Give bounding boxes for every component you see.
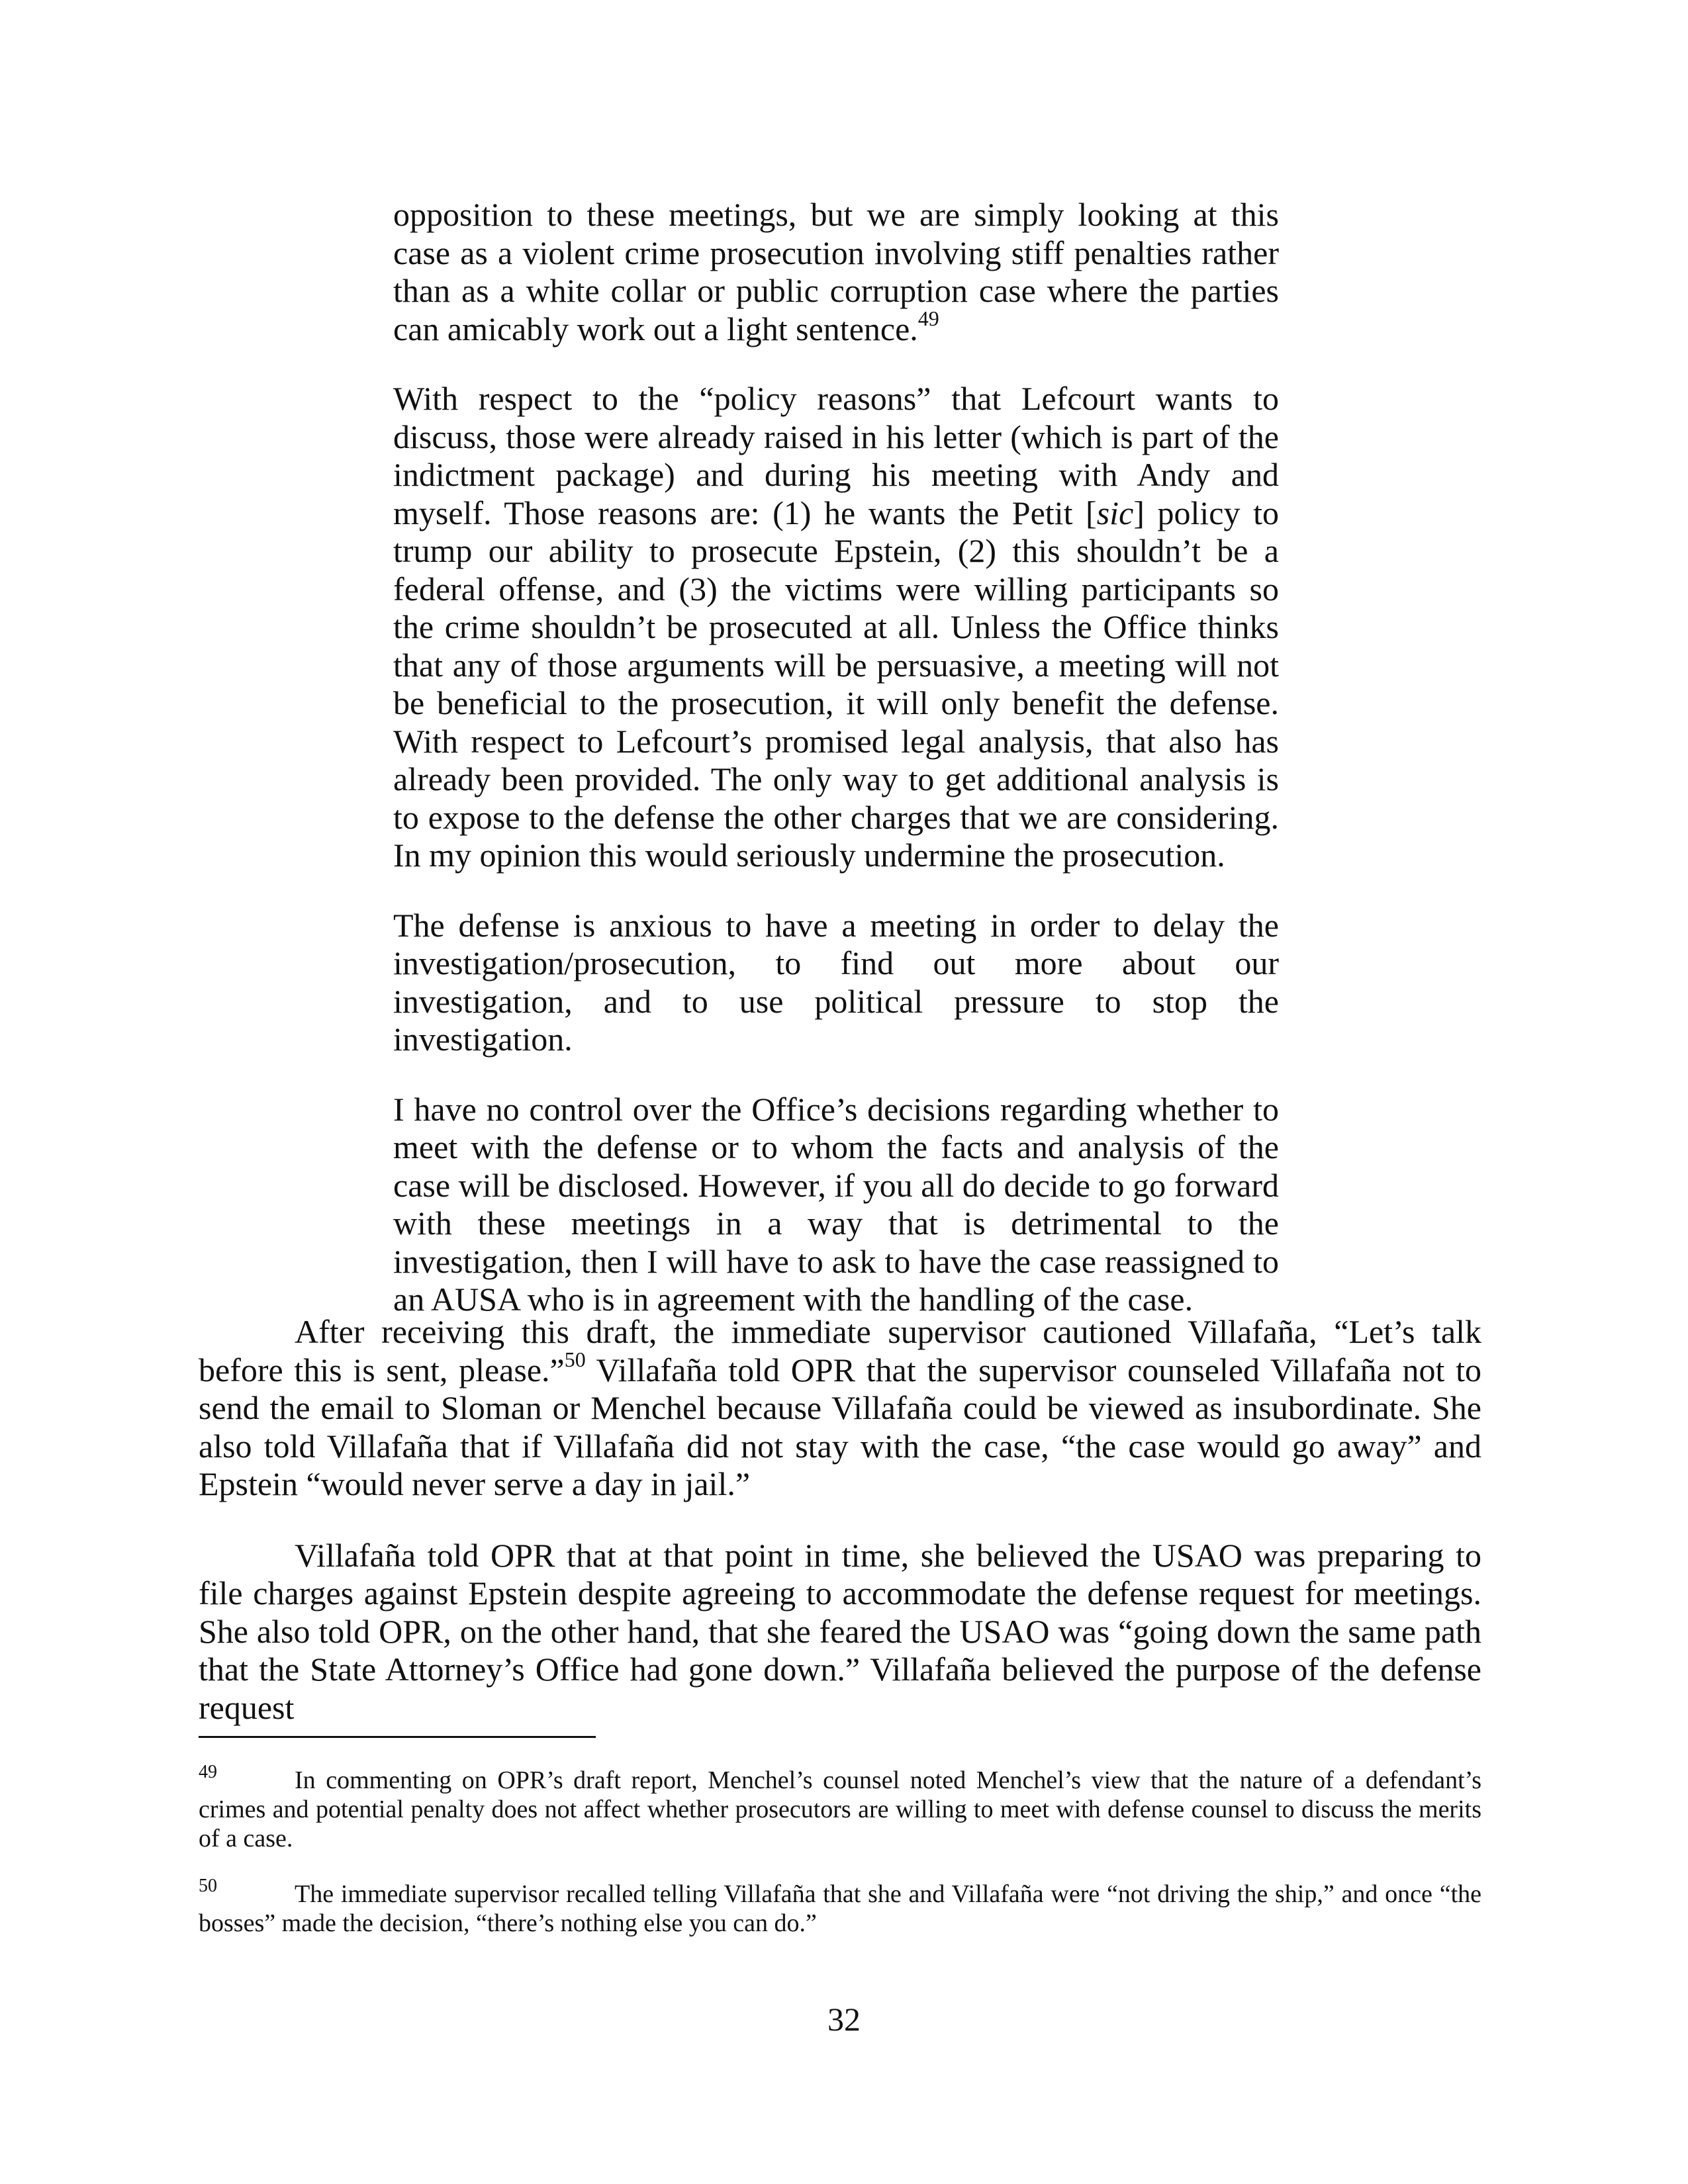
quote-paragraph-4: I have no control over the Office’s decisions regarding whether to meet with the defense or to whom the facts and analysis of the case will be disclosed. However, if you all do decide to go forward with these meetings in a way that is detrimental to the investigation, then I will have to ask to have the case reassigned to an AUSA who is in agreement with the handling of the case. xyxy=(393,1090,1279,1318)
page-number: 32 xyxy=(827,2001,861,2038)
footnote-number: 49 xyxy=(199,1762,217,1782)
quote-paragraph-2-text-before: With respect to the “policy reasons” that Lefcourt wants to discuss, those were already raised in his letter (which is part of the indictment package) and during his meeting with Andy and myself. Those reasons are: (1) he wants the Petit [ xyxy=(393,380,1279,531)
block-quote xyxy=(393,196,1279,1319)
footnote-number: 50 xyxy=(199,1876,217,1896)
quote-paragraph-2 xyxy=(393,380,1279,875)
footnote-49 xyxy=(199,1762,1481,1853)
sic-marker: sic xyxy=(1096,494,1134,531)
quote-paragraph-1-text: opposition to these meetings, but we are simply looking at this case as a violent crime prosecution involving stiff penalties rather than as a white collar or public corruption case where the parties can amicably work out a light sentence. xyxy=(393,196,1279,347)
footnotes xyxy=(199,1762,1481,1964)
footnote-text: The immediate supervisor recalled telling Villafaña that she and Villafaña were “not driving the ship,” and once “the bosses” made the decision, “there’s nothing else you can do.” xyxy=(199,1880,1481,1937)
body-paragraph-1-text-after: Villafaña told OPR that the supervisor counseled Villafaña not to send the email to Sloman or Menchel because Villafaña could be viewed as insubordinate. She also told Villafaña that if Villafaña did not stay with the case, “the case would go away” and Epstein “would never serve a day in jail.” xyxy=(199,1351,1481,1502)
quote-paragraph-1 xyxy=(393,196,1279,348)
body-text xyxy=(199,1313,1481,1727)
body-paragraph-2: Villafaña told OPR that at that point in time, she believed the USAO was preparing to file charges against Epstein despite agreeing to accommodate the defense request for meetings. She also told OPR, on the other hand, that she feared the USAO was “going down the same path that the State Attorney’s Office had gone down.” Villafaña believed the purpose of the defense request xyxy=(199,1536,1481,1726)
footnote-text: In commenting on OPR’s draft report, Menchel’s counsel noted Menchel’s view that the nature of a defendant’s crimes and potential penalty does not affect whether prosecutors are willing to meet with defense counsel to discuss the merits of a case. xyxy=(199,1766,1481,1852)
quote-paragraph-3: The defense is anxious to have a meeting in order to delay the investigation/prosecution, to find out more about our investigation, and to use political pressure to stop the investigation. xyxy=(393,906,1279,1058)
footnote-separator xyxy=(199,1736,596,1738)
footnote-ref-49: 49 xyxy=(917,306,939,330)
footnote-ref-50: 50 xyxy=(564,1347,586,1371)
body-paragraph-1 xyxy=(199,1313,1481,1504)
body-paragraph-1-text-before: After receiving this draft, the immediate supervisor cautioned Villafaña, “Let’s talk before this is sent, please.” xyxy=(199,1313,1481,1388)
quote-paragraph-2-text-after: ] policy to trump our ability to prosecute Epstein, (2) this shouldn’t be a federal offense, and (3) the victims were willing participants so the crime shouldn’t be prosecuted at all. Unless the Office thinks that any of those arguments will be persuasive, a meeting will not be beneficial to the prosecution, it will only benefit the defense. With respect to Lefcourt’s promised legal analysis, that also has already been provided. The only way to get additional analysis is to expose to the defense the other charges that we are considering. In my opinion this would seriously undermine the prosecution. xyxy=(393,494,1279,874)
footnote-50 xyxy=(199,1876,1481,1938)
